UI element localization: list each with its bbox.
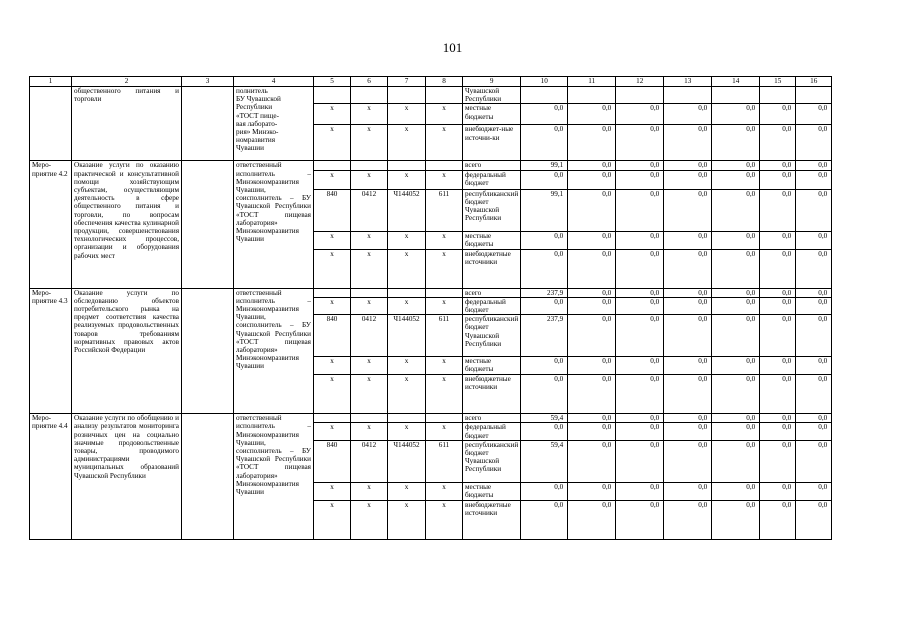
cell-executor [234, 87, 314, 161]
cell-amount: 0,0 [568, 161, 616, 170]
cell-amount: 0,0 [760, 189, 796, 231]
cell-amount: 0,0 [616, 297, 664, 314]
cell-amount: 0,0 [760, 414, 796, 423]
cell-kbk-vr [426, 288, 463, 297]
cell-amount: 0,0 [521, 125, 568, 161]
cell-amount: 0,0 [760, 440, 796, 482]
cell-kbk-csr [388, 414, 426, 423]
column-header: 8 [426, 77, 463, 87]
column-header: 13 [664, 77, 712, 87]
cell-amount: 0,0 [712, 423, 760, 440]
cell-kbk-vr: x [426, 482, 463, 500]
cell-amount: 0,0 [712, 231, 760, 249]
cell-amount: 0,0 [664, 170, 712, 189]
cell-funding-source: местные бюджеты [463, 482, 521, 500]
cell-amount: 0,0 [712, 414, 760, 423]
cell-kbk-grbs [314, 414, 351, 423]
cell-amount: 0,0 [664, 249, 712, 288]
cell-amount: 0,0 [796, 440, 832, 482]
cell-amount: 0,0 [796, 288, 832, 297]
cell-amount: 0,0 [796, 357, 832, 375]
cell-kbk-grbs: x [314, 170, 351, 189]
cell-amount: 0,0 [760, 375, 796, 414]
cell-kbk-grbs [314, 288, 351, 297]
cell-amount [521, 87, 568, 104]
executor-line: «ТОСТ пище- [236, 111, 279, 120]
cell-amount: 0,0 [616, 414, 664, 423]
cell-amount: 0,0 [760, 249, 796, 288]
cell-funding-source: внебюджет-ные источни-ки [463, 125, 521, 161]
cell-amount: 0,0 [664, 423, 712, 440]
column-header: 2 [72, 77, 182, 87]
cell-amount: 0,0 [760, 423, 796, 440]
cell-amount: 0,0 [712, 161, 760, 170]
executor-line: рия» Минэко- [236, 128, 279, 137]
cell-amount: 0,0 [712, 125, 760, 161]
cell-amount: 0,0 [796, 231, 832, 249]
cell-event-label: Меро-приятие 4.2 [30, 161, 72, 288]
cell-funding-source: всего [463, 414, 521, 423]
cell-amount: 0,0 [521, 423, 568, 440]
cell-amount: 0,0 [712, 500, 760, 539]
cell-amount: 0,0 [664, 231, 712, 249]
cell-kbk-rzpr: x [351, 249, 388, 288]
cell-amount: 0,0 [760, 357, 796, 375]
cell-amount [760, 87, 796, 104]
cell-event-description: общественного питания и торговли [72, 87, 182, 161]
cell-kbk-csr: Ч144052 [388, 189, 426, 231]
cell-kbk-rzpr: x [351, 231, 388, 249]
cell-funding-source: местные бюджеты [463, 104, 521, 125]
cell-event-label: Меро-приятие 4.3 [30, 288, 72, 414]
cell-kbk-csr: x [388, 104, 426, 125]
cell-amount: 0,0 [712, 440, 760, 482]
cell-funding-source: всего [463, 161, 521, 170]
cell-amount: 0,0 [712, 104, 760, 125]
cell-amount: 0,0 [664, 288, 712, 297]
cell-funding-source: местные бюджеты [463, 231, 521, 249]
cell-kbk-csr: x [388, 500, 426, 539]
cell-amount: 0,0 [796, 125, 832, 161]
cell-amount: 0,0 [521, 170, 568, 189]
column-header: 4 [234, 77, 314, 87]
cell-amount: 0,0 [712, 482, 760, 500]
cell-funding-source: всего [463, 288, 521, 297]
column-header: 15 [760, 77, 796, 87]
cell-kbk-rzpr: 0412 [351, 315, 388, 357]
cell-amount: 0,0 [616, 104, 664, 125]
cell-kbk-rzpr: x [351, 297, 388, 314]
cell-funding-source: внебюджетные источники [463, 500, 521, 539]
cell-amount [712, 87, 760, 104]
cell-kbk-csr: x [388, 231, 426, 249]
cell-kbk-csr: x [388, 423, 426, 440]
cell-kbk-vr: x [426, 357, 463, 375]
cell-kbk-rzpr: x [351, 423, 388, 440]
cell-amount: 0,0 [664, 297, 712, 314]
cell-kbk-rzpr: x [351, 170, 388, 189]
cell-kbk-vr: 611 [426, 189, 463, 231]
cell-amount: 0,0 [568, 125, 616, 161]
column-header: 14 [712, 77, 760, 87]
cell-kbk-csr: x [388, 297, 426, 314]
cell-amount: 0,0 [568, 288, 616, 297]
table-header [30, 77, 832, 87]
executor-line: вая лаборато- [236, 119, 278, 128]
cell-event-description: Оказание услуги по обследованию объектов потребительского рынка на предмет соответствия качества реализуемых продовольственных товаров требованиям нормативных правовых актов Российской Федерации [72, 288, 182, 414]
cell-amount: 0,0 [796, 297, 832, 314]
cell-kbk-rzpr: x [351, 357, 388, 375]
cell-kbk-csr: Ч144052 [388, 440, 426, 482]
cell-amount: 0,0 [568, 249, 616, 288]
executor-line: Республики [236, 103, 273, 112]
cell-kbk-grbs: 840 [314, 315, 351, 357]
cell-kbk-vr: x [426, 170, 463, 189]
cell-amount: 0,0 [568, 297, 616, 314]
cell-amount: 0,0 [616, 357, 664, 375]
cell-amount: 0,0 [616, 249, 664, 288]
cell-kbk-vr: x [426, 423, 463, 440]
cell-amount: 0,0 [568, 414, 616, 423]
cell-amount: 0,0 [521, 231, 568, 249]
table-row [30, 414, 832, 423]
cell-amount: 237,9 [521, 288, 568, 297]
column-header: 7 [388, 77, 426, 87]
executor-line: полнитель [236, 87, 268, 95]
cell-kbk-rzpr: x [351, 500, 388, 539]
cell-kbk-vr: x [426, 297, 463, 314]
cell-kbk-grbs: x [314, 297, 351, 314]
cell-amount: 0,0 [664, 189, 712, 231]
cell-amount: 0,0 [664, 161, 712, 170]
cell-amount: 0,0 [796, 375, 832, 414]
cell-amount: 0,0 [568, 375, 616, 414]
cell-funding-source: республиканский бюджет Чувашской Республики [463, 440, 521, 482]
cell-kbk-vr: x [426, 231, 463, 249]
cell-amount [664, 87, 712, 104]
cell-kbk-rzpr: x [351, 375, 388, 414]
cell-amount: 0,0 [712, 249, 760, 288]
cell-amount: 0,0 [760, 161, 796, 170]
cell-amount [568, 87, 616, 104]
cell-amount: 0,0 [712, 357, 760, 375]
cell-kbk-vr: x [426, 249, 463, 288]
cell-kbk-grbs [314, 161, 351, 170]
cell-amount: 0,0 [664, 315, 712, 357]
cell-event-description: Оказание услуги по обобщению и анализу результатов мониторинга розничных цен на социально значимые продовольственные товары, проводимого администрациями муниципальных образований Чувашской Республики [72, 414, 182, 540]
cell-kbk-csr [388, 288, 426, 297]
cell-amount: 0,0 [796, 315, 832, 357]
cell-amount: 0,0 [616, 125, 664, 161]
cell-kbk-csr: x [388, 482, 426, 500]
cell-kbk-grbs: x [314, 249, 351, 288]
cell-amount: 0,0 [616, 440, 664, 482]
header-row [30, 77, 832, 87]
executor-line: БУ Чувашской [236, 95, 281, 104]
cell-amount: 59,4 [521, 440, 568, 482]
cell-funding-source: Чувашской Республики [463, 87, 521, 104]
cell-amount: 0,0 [664, 500, 712, 539]
cell-amount: 0,0 [760, 170, 796, 189]
cell-kbk-rzpr [351, 161, 388, 170]
cell-kbk-rzpr: 0412 [351, 189, 388, 231]
cell-amount: 0,0 [712, 288, 760, 297]
cell-executor: ответственный исполнитель – Минэкономразвития Чувашии, соисполнитель – БУ Чувашской Республики «ТОСТ пищевая лаборатория» Минэкономразвития Чувашии [234, 288, 314, 414]
cell-amount: 0,0 [616, 231, 664, 249]
cell-kbk-grbs: x [314, 357, 351, 375]
cell-amount: 99,1 [521, 161, 568, 170]
cell-amount: 0,0 [796, 104, 832, 125]
cell-funding-source: внебюджетные источники [463, 249, 521, 288]
cell-amount: 0,0 [568, 440, 616, 482]
cell-kbk-rzpr [351, 87, 388, 104]
cell-amount: 0,0 [521, 249, 568, 288]
cell-amount: 0,0 [616, 500, 664, 539]
column-header: 1 [30, 77, 72, 87]
cell-executor: ответственный исполнитель – Минэкономразвития Чувашии, соисполнитель – БУ Чувашской Республики «ТОСТ пищевая лаборатория» Минэкономразвития Чувашии [234, 161, 314, 288]
cell-goal-indicator [182, 288, 234, 414]
cell-funding-source: республиканский бюджет Чувашской Республики [463, 189, 521, 231]
cell-kbk-csr: x [388, 375, 426, 414]
cell-amount: 237,9 [521, 315, 568, 357]
cell-amount: 0,0 [760, 315, 796, 357]
cell-kbk-grbs: x [314, 423, 351, 440]
cell-amount: 0,0 [712, 375, 760, 414]
cell-amount: 0,0 [568, 104, 616, 125]
cell-amount: 0,0 [568, 315, 616, 357]
cell-funding-source: внебюджетные источники [463, 375, 521, 414]
cell-kbk-grbs: x [314, 482, 351, 500]
cell-kbk-vr: x [426, 125, 463, 161]
cell-amount: 0,0 [616, 482, 664, 500]
cell-amount [796, 87, 832, 104]
cell-amount: 0,0 [760, 500, 796, 539]
cell-amount: 0,0 [568, 170, 616, 189]
cell-kbk-csr: Ч144052 [388, 315, 426, 357]
cell-amount: 0,0 [664, 482, 712, 500]
cell-kbk-csr: x [388, 170, 426, 189]
cell-amount: 0,0 [796, 249, 832, 288]
cell-amount: 0,0 [616, 161, 664, 170]
cell-amount: 59,4 [521, 414, 568, 423]
cell-kbk-csr [388, 87, 426, 104]
cell-funding-source: местные бюджеты [463, 357, 521, 375]
cell-amount: 0,0 [760, 104, 796, 125]
cell-kbk-csr: x [388, 249, 426, 288]
table-row [30, 161, 832, 170]
cell-amount: 0,0 [568, 482, 616, 500]
cell-funding-source: республиканский бюджет Чувашской Республики [463, 315, 521, 357]
cell-amount: 0,0 [664, 375, 712, 414]
cell-kbk-rzpr: x [351, 104, 388, 125]
cell-amount [616, 87, 664, 104]
cell-kbk-csr: x [388, 125, 426, 161]
cell-kbk-vr [426, 161, 463, 170]
column-header: 16 [796, 77, 832, 87]
column-header: 5 [314, 77, 351, 87]
cell-amount: 0,0 [796, 482, 832, 500]
cell-kbk-grbs: x [314, 231, 351, 249]
cell-amount: 0,0 [568, 500, 616, 539]
cell-amount: 0,0 [664, 104, 712, 125]
cell-amount: 0,0 [760, 125, 796, 161]
cell-amount: 0,0 [796, 414, 832, 423]
cell-amount: 0,0 [712, 170, 760, 189]
cell-amount: 0,0 [712, 297, 760, 314]
table-body [30, 87, 832, 540]
cell-kbk-grbs [314, 87, 351, 104]
cell-kbk-rzpr [351, 288, 388, 297]
cell-goal-indicator [182, 161, 234, 288]
cell-kbk-rzpr: x [351, 482, 388, 500]
cell-kbk-vr: x [426, 375, 463, 414]
cell-amount: 0,0 [616, 288, 664, 297]
cell-kbk-grbs: x [314, 104, 351, 125]
cell-funding-source: федеральный бюджет [463, 423, 521, 440]
cell-kbk-csr: x [388, 357, 426, 375]
cell-amount: 0,0 [568, 231, 616, 249]
cell-amount: 0,0 [616, 170, 664, 189]
cell-amount: 0,0 [521, 375, 568, 414]
cell-amount: 0,0 [760, 288, 796, 297]
cell-amount: 0,0 [616, 375, 664, 414]
column-header: 9 [463, 77, 521, 87]
cell-kbk-csr [388, 161, 426, 170]
column-header: 3 [182, 77, 234, 87]
page-number: 101 [442, 40, 463, 55]
column-header: 12 [616, 77, 664, 87]
cell-amount: 0,0 [616, 189, 664, 231]
cell-amount: 0,0 [664, 440, 712, 482]
cell-kbk-vr [426, 87, 463, 104]
cell-amount: 0,0 [712, 189, 760, 231]
cell-kbk-rzpr: 0412 [351, 440, 388, 482]
cell-event-description: Оказание услуги по оказанию практической и консультативной помощи хозяйствующим субъектам, осуществляющим деятельность в сфере общественного питания и торговли, по вопросам обеспечения качества кулинарной продукции, совершенствования технологических процессов, организации и оборудования рабочих мест [72, 161, 182, 288]
cell-event-label: Меро-приятие 4.4 [30, 414, 72, 540]
cell-amount: 0,0 [616, 423, 664, 440]
cell-goal-indicator [182, 87, 234, 161]
cell-amount: 0,0 [521, 104, 568, 125]
cell-amount: 0,0 [568, 357, 616, 375]
cell-amount: 0,0 [712, 315, 760, 357]
column-header: 6 [351, 77, 388, 87]
cell-kbk-grbs: 840 [314, 440, 351, 482]
executor-line: Чувашии [236, 144, 264, 153]
cell-amount: 0,0 [664, 357, 712, 375]
cell-amount: 0,0 [796, 189, 832, 231]
cell-amount: 0,0 [664, 125, 712, 161]
cell-kbk-vr: 611 [426, 315, 463, 357]
cell-amount: 0,0 [760, 482, 796, 500]
cell-amount: 0,0 [760, 231, 796, 249]
cell-amount: 0,0 [521, 500, 568, 539]
cell-amount: 0,0 [521, 482, 568, 500]
column-header: 11 [568, 77, 616, 87]
table-row [30, 288, 832, 297]
column-header: 10 [521, 77, 568, 87]
table-row [30, 87, 832, 104]
cell-amount: 0,0 [568, 423, 616, 440]
cell-kbk-vr: 611 [426, 440, 463, 482]
cell-amount: 0,0 [796, 170, 832, 189]
cell-kbk-grbs: x [314, 375, 351, 414]
cell-kbk-vr: x [426, 500, 463, 539]
cell-amount: 0,0 [568, 189, 616, 231]
cell-amount: 0,0 [796, 500, 832, 539]
cell-kbk-rzpr: x [351, 125, 388, 161]
cell-amount: 0,0 [521, 357, 568, 375]
cell-amount: 0,0 [616, 315, 664, 357]
cell-amount: 0,0 [521, 297, 568, 314]
cell-kbk-grbs: 840 [314, 189, 351, 231]
cell-event-label [30, 87, 72, 161]
cell-funding-source: федеральный бюджет [463, 297, 521, 314]
budget-table [29, 76, 832, 540]
cell-kbk-grbs: x [314, 500, 351, 539]
cell-kbk-vr [426, 414, 463, 423]
cell-kbk-vr: x [426, 104, 463, 125]
executor-line: номразвития [236, 136, 276, 145]
cell-kbk-grbs: x [314, 125, 351, 161]
cell-amount: 0,0 [760, 297, 796, 314]
cell-amount: 0,0 [796, 161, 832, 170]
cell-amount: 99,1 [521, 189, 568, 231]
cell-goal-indicator [182, 414, 234, 540]
cell-funding-source: федеральный бюджет [463, 170, 521, 189]
cell-amount: 0,0 [796, 423, 832, 440]
cell-amount: 0,0 [664, 414, 712, 423]
cell-kbk-rzpr [351, 414, 388, 423]
cell-executor: ответственный исполнитель – Минэкономразвития Чувашии, соисполнитель – БУ Чувашской Республики «ТОСТ пищевая лаборатория» Минэкономразвития Чувашии [234, 414, 314, 540]
